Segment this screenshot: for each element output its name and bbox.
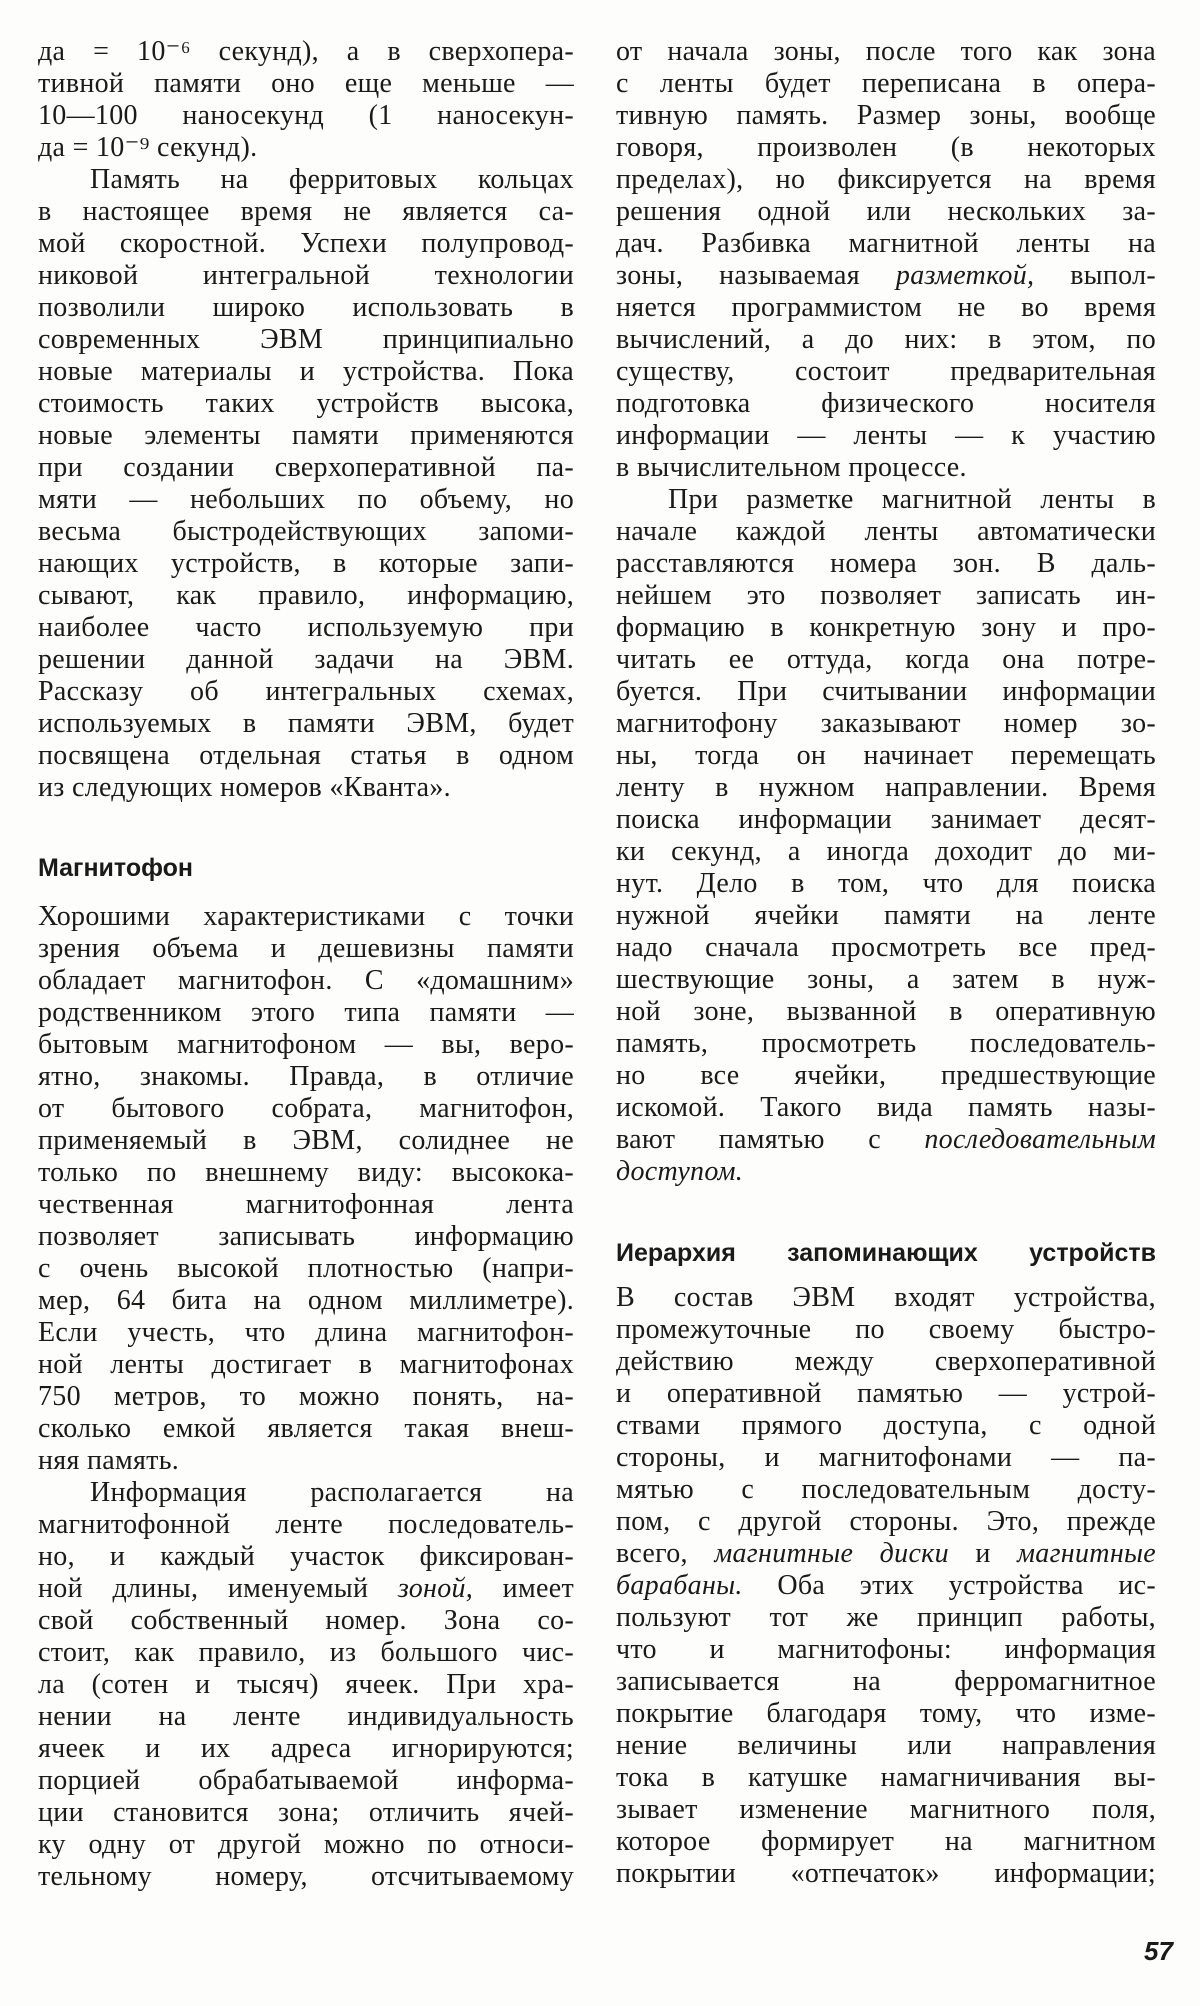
- text-line: но, и каждый участок фиксирован-: [38, 1541, 574, 1572]
- text-line: формацию в конкретную зону и про-: [616, 612, 1156, 643]
- text-run: ной длины, именуемый: [38, 1573, 398, 1604]
- text-run: всего,: [616, 1538, 715, 1569]
- text-line: магнитофонной ленте последователь-: [38, 1509, 574, 1540]
- text-line: магнитофону заказывают номер зо-: [616, 708, 1156, 739]
- text-line: и оперативной памятью — устрой-: [616, 1378, 1156, 1409]
- italic-term: разметкой,: [895, 260, 1035, 291]
- text-line: новые элементы памяти применяются: [38, 420, 574, 451]
- text-line: которое формирует на магнитном: [616, 1826, 1156, 1857]
- text-line: посвящена отдельная статья в одном: [38, 740, 574, 771]
- text-line: с ленты будет переписана в опера-: [616, 68, 1156, 99]
- text-line: решении данной задачи на ЭВМ.: [38, 644, 574, 675]
- text-line: тивной памяти оно еще меньше —: [38, 68, 574, 99]
- paragraph: [616, 1282, 1156, 1890]
- text-line: зывает изменение магнитного поля,: [616, 1794, 1156, 1825]
- text-line: тока в катушке намагничивания вы-: [616, 1762, 1156, 1793]
- text-line: няется программистом не во время: [616, 292, 1156, 323]
- section-heading-magnitofon: Магнитофон: [38, 854, 194, 882]
- text-line: мой скоростной. Успехи полупровод-: [38, 228, 574, 259]
- text-line: что и магнитофоны: информация: [616, 1634, 1156, 1665]
- text-line: от бытового собрата, магнитофон,: [38, 1093, 574, 1124]
- text-line: В состав ЭВМ входят устройства,: [616, 1282, 1156, 1313]
- text-line: няя память.: [38, 1445, 180, 1476]
- text-line: да = 10⁻⁹ секунд).: [38, 132, 258, 163]
- text-line: решения одной или нескольких за-: [616, 196, 1156, 227]
- italic-term: магнитные диски: [714, 1538, 949, 1569]
- text-line: позволили широко использовать в: [38, 292, 574, 323]
- text-line: ны, тогда он начинает перемещать: [616, 740, 1156, 771]
- text-line: зрения объема и дешевизны памяти: [38, 933, 574, 964]
- text-line: [616, 1538, 1156, 1570]
- text-line: сывают, как правило, информацию,: [38, 580, 574, 611]
- text-line: говоря, произволен (в некоторых: [616, 132, 1156, 163]
- text-line: действию между сверхоперативной: [616, 1346, 1156, 1377]
- text-line: но все ячейки, предшествующие: [616, 1060, 1156, 1091]
- text-line: чественная магнитофонная лента: [38, 1189, 574, 1220]
- text-line: ной ленты достигает в магнитофонах: [38, 1349, 574, 1380]
- text-line: нужной ячейки памяти на ленте: [616, 900, 1156, 931]
- text-line: промежуточные по своему быстро-: [616, 1314, 1156, 1345]
- text-line: позволяет записывать информацию: [38, 1221, 574, 1252]
- text-line: подготовка физического носителя: [616, 388, 1156, 419]
- text-line: шествующие зоны, а затем в нуж-: [616, 964, 1156, 995]
- text-run: зоны, называемая: [616, 260, 896, 291]
- text-line: стороны, и магнитофонами — па-: [616, 1442, 1156, 1473]
- text-line: современных ЭВМ принципиально: [38, 324, 574, 355]
- italic-term: доступом.: [616, 1156, 744, 1187]
- page-number: 57: [1144, 1936, 1173, 1966]
- text-run: Оба этих устройства ис-: [742, 1570, 1156, 1601]
- text-line: тивную память. Размер зоны, вообще: [616, 100, 1156, 131]
- paragraph: [38, 164, 574, 804]
- text-line: существу, состоит предварительная: [616, 356, 1156, 387]
- text-line: [616, 1570, 1156, 1602]
- text-line: дач. Разбивка магнитной ленты на: [616, 228, 1156, 259]
- italic-term: барабаны.: [616, 1570, 743, 1601]
- text-line: начале каждой ленты автоматически: [616, 516, 1156, 547]
- text-line: пользуют тот же принцип работы,: [616, 1602, 1156, 1633]
- text-line: ции становится зона; отличить ячей-: [38, 1797, 574, 1828]
- text-line: ятно, знакомы. Правда, в отличие: [38, 1061, 574, 1092]
- text-line: родственником этого типа памяти —: [38, 997, 574, 1028]
- text-line: Информация располагается на: [90, 1477, 574, 1508]
- text-line: 750 метров, то можно понять, на-: [38, 1381, 574, 1412]
- text-line: нут. Дело в том, что для поиска: [616, 868, 1156, 899]
- italic-term: магнитные: [1017, 1538, 1156, 1569]
- text-run: имеет: [473, 1573, 574, 1604]
- text-line: в настоящее время не является са-: [38, 196, 574, 227]
- text-line: записывается на ферромагнитное: [616, 1666, 1156, 1697]
- text-line: обладает магнитофон. С «домашним»: [38, 965, 574, 996]
- section-heading-hierarchy: Иерархия запоминающих устройств: [616, 1239, 1156, 1267]
- text-line: в вычислительном процессе.: [616, 452, 967, 483]
- text-line: покрытии «отпечаток» информации;: [616, 1858, 1156, 1889]
- text-line: вычислений, а до них: в этом, по: [616, 324, 1156, 355]
- text-line: надо сначала просмотреть все пред-: [616, 932, 1156, 963]
- text-line: Рассказу об интегральных схемах,: [38, 676, 574, 707]
- text-line: расставляются номера зон. В даль-: [616, 548, 1156, 579]
- text-line: ку одну от другой можно по относи-: [38, 1829, 574, 1860]
- text-line: ленту в нужном направлении. Время: [616, 772, 1156, 803]
- text-line: информации — ленты — к участию: [616, 420, 1156, 451]
- text-run: выпол-: [1034, 260, 1156, 291]
- text-line: нающих устройств, в которые запи-: [38, 548, 574, 579]
- text-line: поиска информации занимает десят-: [616, 804, 1156, 835]
- text-line: буется. При считывании информации: [616, 676, 1156, 707]
- text-line: тельному номеру, отсчитываемому: [38, 1861, 574, 1892]
- text-line: мер, 64 бита на одном миллиметре).: [38, 1285, 574, 1316]
- text-run: и: [948, 1538, 1018, 1569]
- text-line: только по внешнему виду: высокока-: [38, 1157, 574, 1188]
- text-line: память, просмотреть последователь-: [616, 1028, 1156, 1059]
- text-line: наиболее часто используемую при: [38, 612, 574, 643]
- text-line: пределах), но фиксируется на время: [616, 164, 1156, 195]
- text-line: ячеек и их адреса игнорируются;: [38, 1733, 574, 1764]
- text-line: весьма быстродействующих запоми-: [38, 516, 574, 547]
- text-line: применяемый в ЭВМ, солиднее не: [38, 1125, 574, 1156]
- text-line: читать ее оттуда, когда она потре-: [616, 644, 1156, 675]
- text-line: ствами прямого доступа, с одной: [616, 1410, 1156, 1441]
- left-column-text-top: [38, 36, 574, 804]
- text-line: ной зоне, вызванной в оперативную: [616, 996, 1156, 1027]
- italic-term: последовательным: [924, 1124, 1156, 1155]
- text-line: [616, 1124, 1156, 1156]
- text-line: ла (сотен и тысяч) ячеек. При хра-: [38, 1669, 574, 1700]
- paragraph: [38, 901, 574, 1477]
- text-line: сколько емкой является такая внеш-: [38, 1413, 574, 1444]
- paragraph: [38, 36, 574, 164]
- text-line: от начала зоны, после того как зона: [616, 36, 1156, 67]
- right-column-text-top: [616, 36, 1156, 1188]
- italic-term: зоной,: [397, 1573, 474, 1604]
- text-line: искомой. Такого вида память назы-: [616, 1092, 1156, 1123]
- text-line: мятью с последовательным досту-: [616, 1474, 1156, 1505]
- text-line: бытовым магнитофоном — вы, веро-: [38, 1029, 574, 1060]
- text-line: [616, 260, 1156, 292]
- text-line: порцией обрабатываемой информа-: [38, 1765, 574, 1796]
- text-line: никовой интегральной технологии: [38, 260, 574, 291]
- paragraph: [616, 484, 1156, 1188]
- text-line: [38, 1573, 574, 1605]
- text-line: при создании сверхоперативной па-: [38, 452, 574, 483]
- text-run: вают памятью с: [616, 1124, 925, 1155]
- text-line: Хорошими характеристиками с точки: [38, 901, 574, 932]
- text-line: нении на ленте индивидуальность: [38, 1701, 574, 1732]
- text-line: мяти — небольших по объему, но: [38, 484, 574, 515]
- text-line: ки секунд, а иногда доходит до ми-: [616, 836, 1156, 867]
- text-line: нение величины или направления: [616, 1730, 1156, 1761]
- right-column-text-bottom: [616, 1282, 1156, 1890]
- text-line: свой собственный номер. Зона со-: [38, 1605, 574, 1636]
- text-line: стоит, как правило, из большого чис-: [38, 1637, 574, 1668]
- paragraph: [38, 1477, 574, 1893]
- text-line: 10—100 наносекунд (1 наносекун-: [38, 100, 574, 131]
- text-line: с очень высокой плотностью (напри-: [38, 1253, 574, 1284]
- text-line: пом, с другой стороны. Это, прежде: [616, 1506, 1156, 1537]
- text-line: Если учесть, что длина магнитофон-: [38, 1317, 574, 1348]
- text-line: покрытие благодаря тому, что изме-: [616, 1698, 1156, 1729]
- text-line: Память на ферритовых кольцах: [90, 164, 574, 195]
- text-line: используемых в памяти ЭВМ, будет: [38, 708, 574, 739]
- text-line: новые материалы и устройства. Пока: [38, 356, 574, 387]
- left-column-text-bottom: [38, 901, 574, 1893]
- paragraph: [616, 36, 1156, 484]
- text-line: да = 10⁻⁶ секунд), а в сверхопера-: [38, 36, 574, 67]
- text-line: При разметке магнитной ленты в: [668, 484, 1156, 515]
- text-line: нейшем это позволяет записать ин-: [616, 580, 1156, 611]
- text-line: стоимость таких устройств высока,: [38, 388, 574, 419]
- text-line: из следующих номеров «Кванта».: [38, 772, 451, 803]
- text-line: [616, 1156, 1156, 1188]
